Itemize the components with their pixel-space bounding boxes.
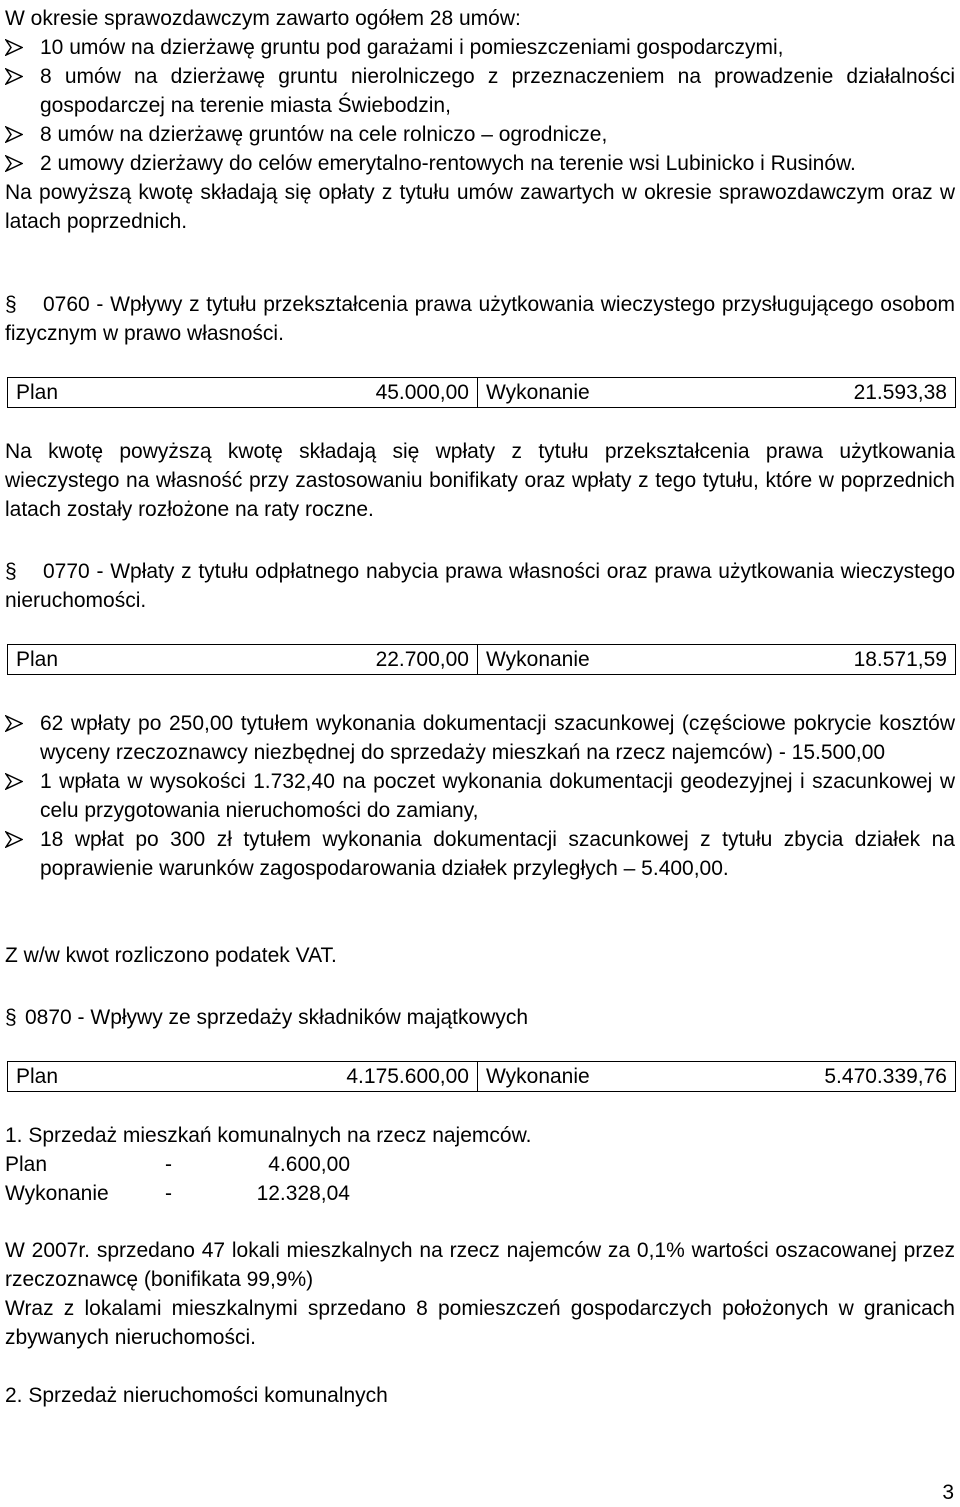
execution-cell: Wykonanie 18.571,59 (478, 645, 956, 675)
section-0870-item-1 (5, 1121, 955, 1208)
item-1-title: 1. Sprzedaż mieszkań komunalnych na rzecz najemców. (5, 1124, 532, 1147)
section-mark-icon: § (5, 560, 17, 583)
section-0760-description: Na kwotę powyższą kwotę składają się wpłaty z tytułu przekształcenia prawa użytkowania wieczystego na własność przy zastosowaniu bonifikaty oraz wpłaty z tego tytułu, które w poprzednich latach zostały rozłożone na raty roczne. (5, 440, 955, 521)
intro-summary: Na powyższą kwotę składają się opłaty z tytułu umów zawartych w okresie sprawozdawczym oraz w latach poprzednich. (5, 181, 955, 233)
section-0770-title: § 0770 - Wpłaty z tytułu odpłatnego nabycia prawa własności oraz prawa użytkowania wieczystego nieruchomości. (5, 557, 955, 615)
arrow-bullet-icon (5, 709, 29, 738)
item-2-title: 2. Sprzedaż nieruchomości komunalnych (5, 1384, 388, 1407)
item-1-execution-row: Wykonanie - 12.328,04 (5, 1182, 350, 1205)
item-1-plan-row: Plan - 4.600,00 (5, 1153, 350, 1176)
section-0760-title: § 0760 - Wpływy z tytułu przekształcenia prawa użytkowania wieczystego przysługującego osobom fizycznym w prawo własności. (5, 290, 955, 348)
paragraph-utility-rooms: Wraz z lokalami mieszkalnymi sprzedano 8 pomieszczeń gospodarczych położonych w granicach zbywanych nieruchomości. (5, 1297, 955, 1349)
arrow-bullet-icon (5, 149, 29, 178)
section-mark-icon: § (5, 1006, 17, 1029)
section-0770-plan-table (7, 644, 956, 675)
paragraph-sale-2007: W 2007r. sprzedano 47 lokali mieszkalnych na rzecz najemców za 0,1% wartości oszacowanej przez rzeczoznawcę (bonifikata 99,9%) (5, 1239, 955, 1291)
intro-bullet-list (5, 33, 955, 178)
list-item: 62 wpłaty po 250,00 tytułem wykonania dokumentacji szacunkowej (częściowe pokrycie kosztów wyceny rzeczoznawcy niezbędnej do sprzedaży mieszkań na rzecz najemców) - 15.500,00 (5, 709, 955, 767)
list-item: 10 umów na dzierżawę gruntu pod garażami i pomieszczeniami gospodarczymi, (5, 33, 955, 62)
list-item: 18 wpłat po 300 zł tytułem wykonania dokumentacji szacunkowej z tytułu zbycia działek na poprawienie warunków zagospodarowania działek przyległych – 5.400,00. (5, 825, 955, 883)
section-0760-plan-table (7, 377, 956, 408)
arrow-bullet-icon (5, 767, 29, 796)
plan-cell: Plan 22.700,00 (8, 645, 478, 675)
intro-section (5, 4, 955, 236)
section-0770-bullet-list (5, 709, 955, 883)
plan-cell: Plan 4.175.600,00 (8, 1062, 478, 1092)
arrow-bullet-icon (5, 825, 29, 854)
list-item: 2 umowy dzierżawy do celów emerytalno-rentowych na terenie wsi Lubinicko i Rusinów. (5, 149, 955, 178)
vat-note: Z w/w kwot rozliczono podatek VAT. (5, 944, 337, 967)
section-mark-icon: § (5, 293, 17, 316)
execution-cell: Wykonanie 21.593,38 (478, 378, 956, 408)
execution-cell: Wykonanie 5.470.339,76 (478, 1062, 956, 1092)
plan-cell: Plan 45.000,00 (8, 378, 478, 408)
list-item: 8 umów na dzierżawę gruntów na cele rolniczo – ogrodnicze, (5, 120, 955, 149)
section-0870-title: § 0870 - Wpływy ze sprzedaży składników majątkowych (5, 1003, 955, 1032)
arrow-bullet-icon (5, 120, 29, 149)
list-item: 1 wpłata w wysokości 1.732,40 na poczet wykonania dokumentacji geodezyjnej i szacunkowej w celu przygotowania nieruchomości do zamiany, (5, 767, 955, 825)
page-number: 3 (942, 1481, 954, 1504)
section-0870-plan-table (7, 1061, 956, 1092)
intro-heading: W okresie sprawozdawczym zawarto ogółem 28 umów: (5, 7, 521, 30)
arrow-bullet-icon (5, 33, 29, 62)
arrow-bullet-icon (5, 62, 29, 91)
list-item: 8 umów na dzierżawę gruntu nierolniczego z przeznaczeniem na prowadzenie działalności gospodarczej na terenie miasta Świebodzin, (5, 62, 955, 120)
